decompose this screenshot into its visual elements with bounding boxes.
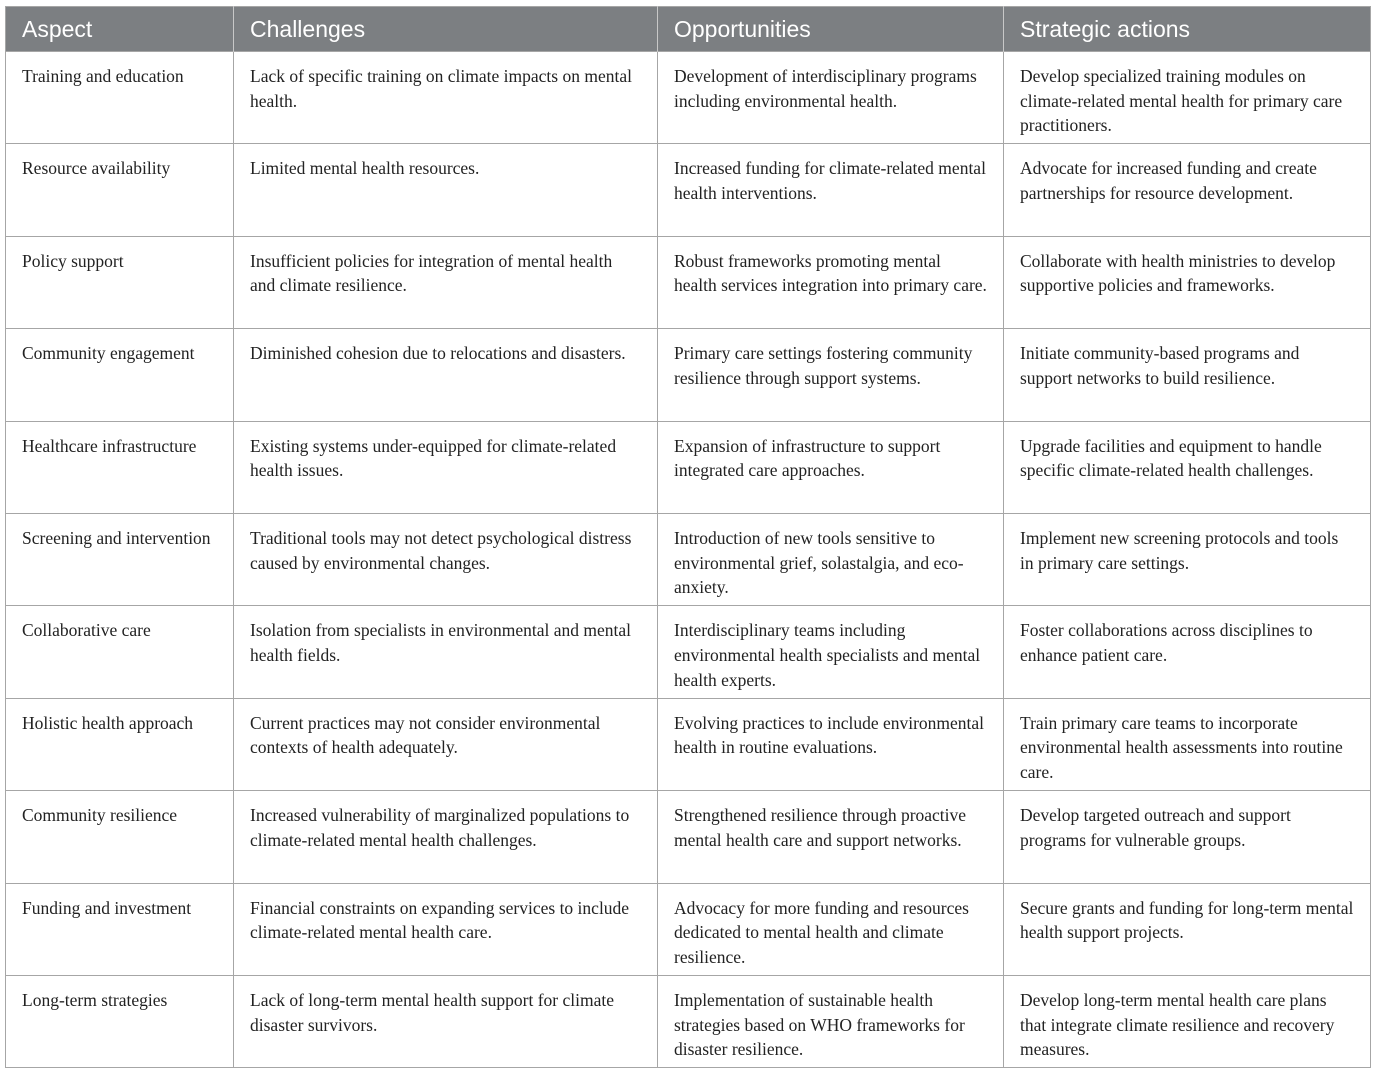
- cell-actions: Initiate community-based programs and support networks to build resilience.: [1004, 329, 1371, 421]
- table-row: [6, 513, 1371, 605]
- cell-aspect: Long-term strategies: [6, 975, 234, 1067]
- cell-actions: Implement new screening protocols and tools in primary care settings.: [1004, 513, 1371, 605]
- header-strategic-actions: Strategic actions: [1004, 7, 1371, 52]
- cell-challenges: Existing systems under-equipped for climate-related health issues.: [234, 421, 658, 513]
- cell-opportunities: Robust frameworks promoting mental health services integration into primary care.: [658, 236, 1004, 328]
- table-row: [6, 236, 1371, 328]
- table-row: [6, 698, 1371, 790]
- cell-opportunities: Development of interdisciplinary programs including environmental health.: [658, 52, 1004, 144]
- cell-actions: Develop targeted outreach and support programs for vulnerable groups.: [1004, 791, 1371, 883]
- cell-opportunities: Implementation of sustainable health strategies based on WHO frameworks for disaster resilience.: [658, 975, 1004, 1067]
- cell-opportunities: Evolving practices to include environmental health in routine evaluations.: [658, 698, 1004, 790]
- table-row: [6, 791, 1371, 883]
- header-row: [6, 7, 1371, 52]
- cell-aspect: Training and education: [6, 52, 234, 144]
- header-challenges: Challenges: [234, 7, 658, 52]
- cell-opportunities: Advocacy for more funding and resources dedicated to mental health and climate resilience.: [658, 883, 1004, 975]
- cell-opportunities: Increased funding for climate-related mental health interventions.: [658, 144, 1004, 236]
- table-row: [6, 144, 1371, 236]
- strategy-table: [5, 6, 1371, 1068]
- table-row: [6, 606, 1371, 698]
- cell-challenges: Lack of specific training on climate impacts on mental health.: [234, 52, 658, 144]
- cell-actions: Train primary care teams to incorporate environmental health assessments into routine care.: [1004, 698, 1371, 790]
- cell-aspect: Community resilience: [6, 791, 234, 883]
- cell-aspect: Resource availability: [6, 144, 234, 236]
- cell-aspect: Funding and investment: [6, 883, 234, 975]
- cell-opportunities: Strengthened resilience through proactive mental health care and support networks.: [658, 791, 1004, 883]
- cell-opportunities: Primary care settings fostering community resilience through support systems.: [658, 329, 1004, 421]
- cell-challenges: Lack of long-term mental health support for climate disaster survivors.: [234, 975, 658, 1067]
- cell-challenges: Limited mental health resources.: [234, 144, 658, 236]
- cell-aspect: Screening and intervention: [6, 513, 234, 605]
- cell-challenges: Diminished cohesion due to relocations and disasters.: [234, 329, 658, 421]
- table-row: [6, 883, 1371, 975]
- cell-opportunities: Interdisciplinary teams including environmental health specialists and mental health experts.: [658, 606, 1004, 698]
- cell-challenges: Current practices may not consider environmental contexts of health adequately.: [234, 698, 658, 790]
- cell-aspect: Collaborative care: [6, 606, 234, 698]
- cell-challenges: Traditional tools may not detect psychological distress caused by environmental changes.: [234, 513, 658, 605]
- cell-challenges: Increased vulnerability of marginalized populations to climate-related mental health challenges.: [234, 791, 658, 883]
- cell-aspect: Holistic health approach: [6, 698, 234, 790]
- cell-aspect: Community engagement: [6, 329, 234, 421]
- cell-opportunities: Introduction of new tools sensitive to environmental grief, solastalgia, and eco-anxiety.: [658, 513, 1004, 605]
- cell-actions: Advocate for increased funding and create partnerships for resource development.: [1004, 144, 1371, 236]
- cell-actions: Develop long-term mental health care plans that integrate climate resilience and recovery measures.: [1004, 975, 1371, 1067]
- cell-actions: Upgrade facilities and equipment to handle specific climate-related health challenges.: [1004, 421, 1371, 513]
- table-row: [6, 975, 1371, 1067]
- table-row: [6, 52, 1371, 144]
- header-aspect: Aspect: [6, 7, 234, 52]
- cell-actions: Collaborate with health ministries to develop supportive policies and frameworks.: [1004, 236, 1371, 328]
- cell-actions: Secure grants and funding for long-term mental health support projects.: [1004, 883, 1371, 975]
- table-row: [6, 421, 1371, 513]
- cell-actions: Foster collaborations across disciplines to enhance patient care.: [1004, 606, 1371, 698]
- cell-aspect: Policy support: [6, 236, 234, 328]
- cell-challenges: Isolation from specialists in environmental and mental health fields.: [234, 606, 658, 698]
- table-row: [6, 329, 1371, 421]
- cell-challenges: Financial constraints on expanding services to include climate-related mental health care.: [234, 883, 658, 975]
- header-opportunities: Opportunities: [658, 7, 1004, 52]
- cell-aspect: Healthcare infrastructure: [6, 421, 234, 513]
- cell-opportunities: Expansion of infrastructure to support integrated care approaches.: [658, 421, 1004, 513]
- cell-challenges: Insufficient policies for integration of mental health and climate resilience.: [234, 236, 658, 328]
- cell-actions: Develop specialized training modules on climate-related mental health for primary care practitioners.: [1004, 52, 1371, 144]
